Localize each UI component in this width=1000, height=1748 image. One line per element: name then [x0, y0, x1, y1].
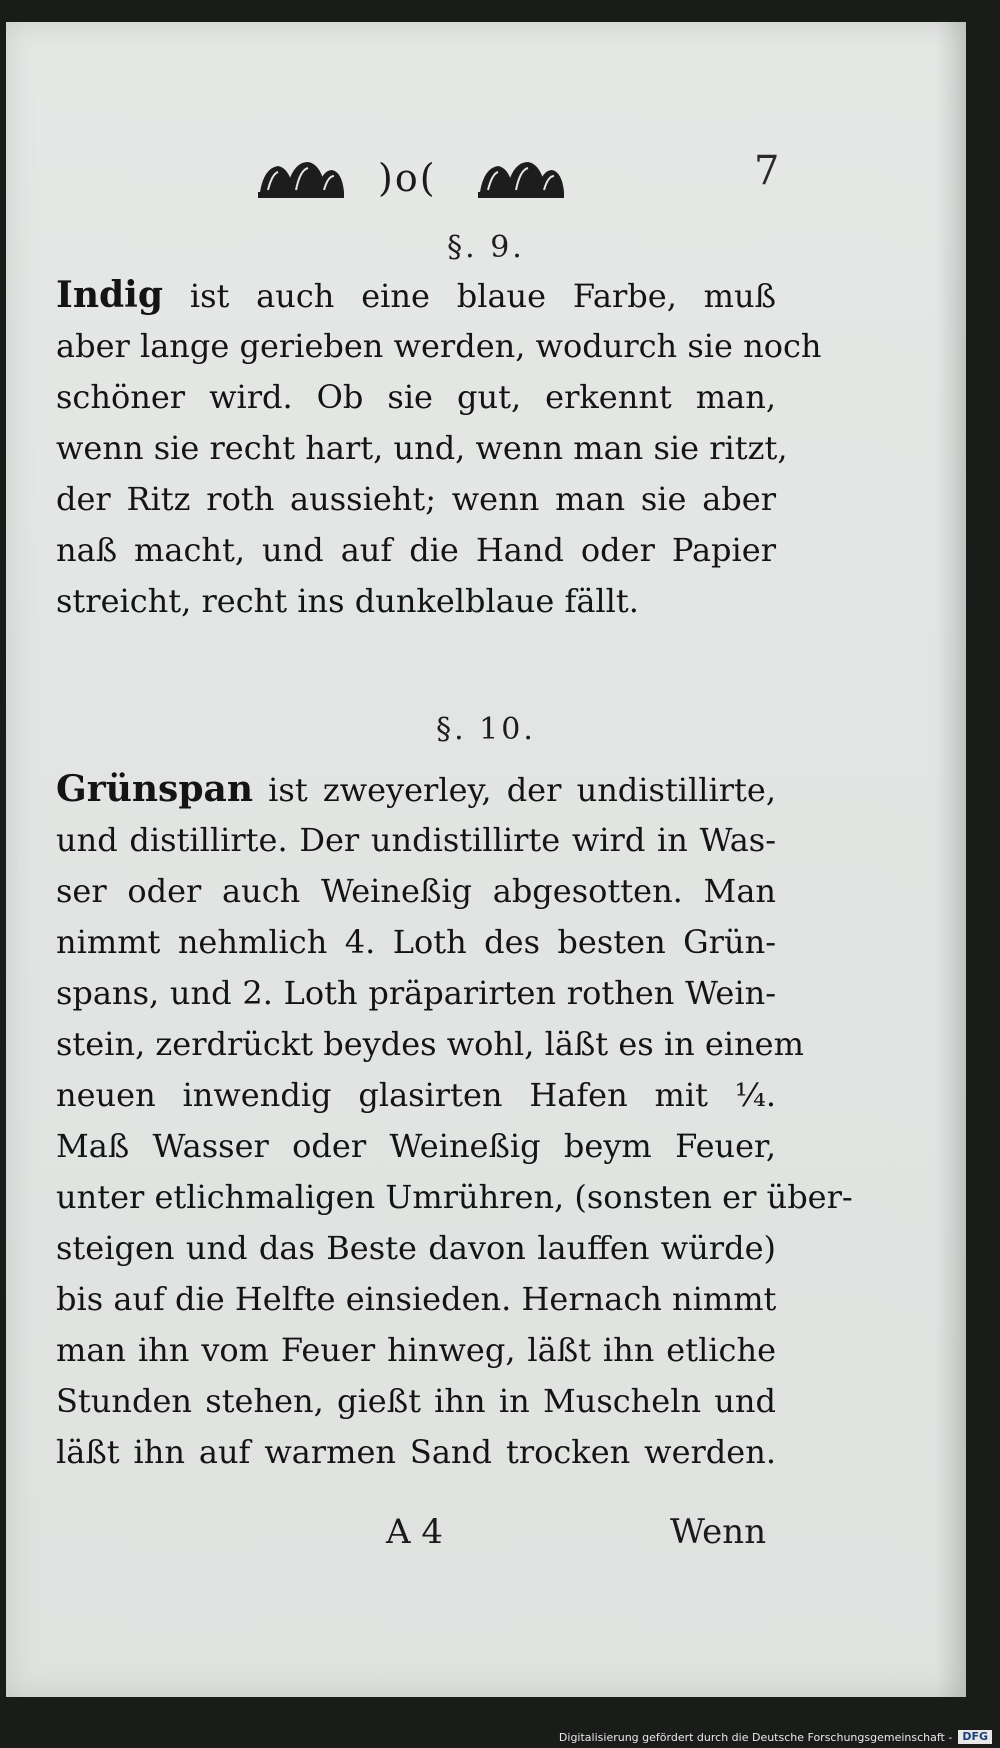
text-line: unter etlichmaligen Umrühren, (sonsten er über-	[56, 1178, 853, 1216]
left-ornament-icon	[256, 158, 346, 202]
text-line: bis auf die Helfte einsieden. Hernach nimmt	[56, 1280, 777, 1318]
text-line: läßt ihn auf warmen Sand trocken werden.	[56, 1433, 776, 1471]
right-ornament-icon	[476, 158, 566, 202]
text-line: Indig ist auch eine blaue Farbe, muß	[56, 274, 776, 316]
section-heading-10: §. 10.	[436, 712, 536, 747]
text-line: stein, zerdrückt beydes wohl, läßt es in einem	[56, 1025, 804, 1063]
page-number: 7	[754, 148, 780, 194]
text-line: wenn sie recht hart, und, wenn man sie ritzt,	[56, 429, 788, 467]
text-line: steigen und das Beste davon lauffen würde)	[56, 1229, 776, 1267]
text-line: schöner wird. Ob sie gut, erkennt man,	[56, 378, 776, 416]
catchword: Wenn	[670, 1512, 767, 1552]
dfg-notice-text: Digitalisierung gefördert durch die Deutsche Forschungsgemeinschaft -	[558, 1730, 953, 1744]
dfg-logo: DFG	[958, 1730, 992, 1744]
dfg-notice	[559, 1730, 992, 1744]
book-page	[6, 22, 966, 1697]
text-line: Stunden stehen, gießt ihn in Muscheln und	[56, 1382, 776, 1420]
page-gutter-shadow	[936, 22, 966, 1697]
section-10-text	[56, 764, 853, 1478]
text-line: ser oder auch Weineßig abgesotten. Man	[56, 872, 776, 910]
page-header	[256, 142, 796, 222]
text-line: der Ritz roth aussieht; wenn man sie aber	[56, 480, 776, 518]
text-line: aber lange gerieben werden, wodurch sie noch	[56, 327, 822, 365]
text-line: Grünspan ist zweyerley, der undistillirte,	[56, 768, 776, 810]
keyword: Grünspan	[56, 768, 253, 810]
section-heading-9: §. 9.	[447, 230, 525, 265]
section-9-text	[56, 270, 822, 627]
text-line: neuen inwendig glasirten Hafen mit ¼.	[56, 1076, 776, 1114]
signature-mark: A 4	[386, 1512, 443, 1552]
page-footer	[6, 1512, 966, 1572]
text-line: Maß Wasser oder Weineßig beym Feuer,	[56, 1127, 776, 1165]
text-line: naß macht, und auf die Hand oder Papier	[56, 531, 776, 569]
center-ornament: )o(	[378, 156, 437, 200]
text-line: und distillirte. Der undistillirte wird in Was-	[56, 821, 776, 859]
text-line: nimmt nehmlich 4. Loth des besten Grün-	[56, 923, 776, 961]
text-line: streicht, recht ins dunkelblaue fällt.	[56, 582, 639, 620]
keyword: Indig	[56, 274, 164, 316]
text-line: spans, und 2. Loth präparirten rothen Wein-	[56, 974, 776, 1012]
text-line: man ihn vom Feuer hinweg, läßt ihn etliche	[56, 1331, 776, 1369]
